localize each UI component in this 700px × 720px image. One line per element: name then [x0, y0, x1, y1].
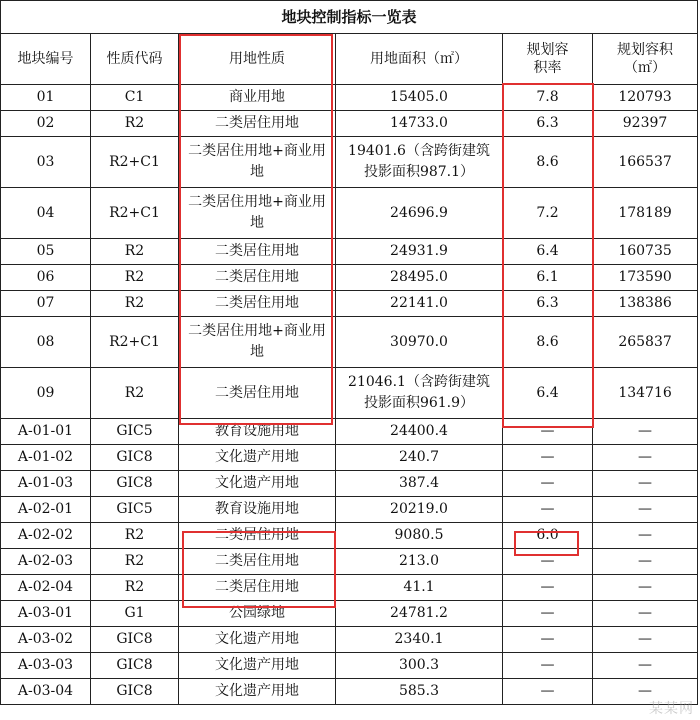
cell-floor-area: — [593, 497, 698, 523]
table-row [1, 679, 698, 705]
cell-floor-area: — [593, 601, 698, 627]
cell-area: 213.0 [336, 549, 503, 575]
cell-plot-id: A-02-02 [1, 523, 91, 549]
cell-area: 30970.0 [336, 317, 503, 368]
cell-land-use: 二类居住用地+商业用地 [179, 188, 336, 239]
cell-plot-id: A-03-03 [1, 653, 91, 679]
cell-land-use: 文化遗产用地 [179, 445, 336, 471]
table-title: 地块控制指标一览表 [1, 1, 698, 34]
cell-area: 21046.1（含跨街建筑投影面积961.9） [336, 368, 503, 419]
cell-far: 8.6 [503, 137, 593, 188]
cell-floor-area: 138386 [593, 291, 698, 317]
cell-plot-id: A-01-01 [1, 419, 91, 445]
cell-floor-area: 173590 [593, 265, 698, 291]
cell-land-use: 公园绿地 [179, 601, 336, 627]
cell-land-use: 二类居住用地 [179, 265, 336, 291]
cell-far: 8.6 [503, 317, 593, 368]
cell-floor-area: 265837 [593, 317, 698, 368]
cell-plot-id: A-02-03 [1, 549, 91, 575]
cell-area: 2340.1 [336, 627, 503, 653]
cell-use-code: R2+C1 [91, 317, 179, 368]
cell-land-use: 二类居住用地 [179, 575, 336, 601]
cell-floor-area: — [593, 575, 698, 601]
table-row [1, 497, 698, 523]
cell-plot-id: A-03-04 [1, 679, 91, 705]
cell-far: 6.3 [503, 111, 593, 137]
cell-floor-area: — [593, 549, 698, 575]
cell-land-use: 二类居住用地+商业用地 [179, 317, 336, 368]
cell-area: 24931.9 [336, 239, 503, 265]
cell-area: 9080.5 [336, 523, 503, 549]
cell-area: 240.7 [336, 445, 503, 471]
cell-land-use: 二类居住用地 [179, 291, 336, 317]
cell-use-code: R2 [91, 291, 179, 317]
cell-use-code: R2 [91, 239, 179, 265]
table-row [1, 601, 698, 627]
table-row [1, 549, 698, 575]
cell-far: — [503, 445, 593, 471]
cell-far: — [503, 419, 593, 445]
cell-plot-id: 09 [1, 368, 91, 419]
cell-area: 20219.0 [336, 497, 503, 523]
cell-area: 14733.0 [336, 111, 503, 137]
cell-use-code: R2+C1 [91, 188, 179, 239]
cell-area: 28495.0 [336, 265, 503, 291]
table-row [1, 471, 698, 497]
cell-use-code: GIC8 [91, 653, 179, 679]
table-row [1, 85, 698, 111]
cell-floor-area: — [593, 679, 698, 705]
cell-plot-id: 03 [1, 137, 91, 188]
cell-plot-id: 02 [1, 111, 91, 137]
cell-area: 387.4 [336, 471, 503, 497]
cell-floor-area: 92397 [593, 111, 698, 137]
cell-far: — [503, 601, 593, 627]
watermark: 某某网 [649, 701, 694, 717]
cell-use-code: R2 [91, 111, 179, 137]
cell-area: 19401.6（含跨街建筑投影面积987.1） [336, 137, 503, 188]
cell-far: 6.0 [503, 523, 593, 549]
table-row [1, 627, 698, 653]
cell-land-use: 二类居住用地 [179, 549, 336, 575]
cell-far: 6.3 [503, 291, 593, 317]
table-row [1, 523, 698, 549]
table-row [1, 111, 698, 137]
cell-floor-area: 166537 [593, 137, 698, 188]
cell-land-use: 文化遗产用地 [179, 471, 336, 497]
cell-use-code: GIC5 [91, 497, 179, 523]
cell-land-use: 文化遗产用地 [179, 627, 336, 653]
cell-use-code: G1 [91, 601, 179, 627]
header-floor-area: 规划容积 （㎡） [593, 34, 698, 85]
cell-plot-id: A-02-01 [1, 497, 91, 523]
cell-land-use: 二类居住用地+商业用地 [179, 137, 336, 188]
cell-far: — [503, 653, 593, 679]
cell-land-use: 二类居住用地 [179, 368, 336, 419]
cell-use-code: GIC8 [91, 471, 179, 497]
cell-area: 15405.0 [336, 85, 503, 111]
table-row [1, 137, 698, 188]
cell-land-use: 商业用地 [179, 85, 336, 111]
header-row [1, 34, 698, 85]
cell-land-use: 教育设施用地 [179, 419, 336, 445]
cell-far: — [503, 679, 593, 705]
cell-floor-area: 160735 [593, 239, 698, 265]
table-row [1, 188, 698, 239]
cell-plot-id: 06 [1, 265, 91, 291]
cell-floor-area: — [593, 419, 698, 445]
table-row [1, 368, 698, 419]
cell-floor-area: — [593, 471, 698, 497]
cell-plot-id: 01 [1, 85, 91, 111]
cell-use-code: GIC5 [91, 419, 179, 445]
cell-plot-id: A-03-01 [1, 601, 91, 627]
cell-plot-id: 07 [1, 291, 91, 317]
cell-far: 7.2 [503, 188, 593, 239]
cell-area: 41.1 [336, 575, 503, 601]
header-plot-id: 地块编号 [1, 34, 91, 85]
cell-land-use: 文化遗产用地 [179, 653, 336, 679]
cell-far: 7.8 [503, 85, 593, 111]
header-use-code: 性质代码 [91, 34, 179, 85]
cell-floor-area: 178189 [593, 188, 698, 239]
cell-use-code: GIC8 [91, 627, 179, 653]
header-area: 用地面积（㎡） [336, 34, 503, 85]
cell-floor-area: — [593, 523, 698, 549]
cell-floor-area: — [593, 445, 698, 471]
header-far: 规划容 积率 [503, 34, 593, 85]
cell-floor-area: — [593, 627, 698, 653]
cell-plot-id: A-02-04 [1, 575, 91, 601]
cell-use-code: R2 [91, 549, 179, 575]
cell-use-code: GIC8 [91, 445, 179, 471]
cell-far: 6.1 [503, 265, 593, 291]
cell-plot-id: A-01-02 [1, 445, 91, 471]
table-row [1, 575, 698, 601]
cell-far: — [503, 575, 593, 601]
cell-use-code: GIC8 [91, 679, 179, 705]
cell-plot-id: 04 [1, 188, 91, 239]
cell-land-use: 文化遗产用地 [179, 679, 336, 705]
table-row [1, 653, 698, 679]
cell-floor-area: — [593, 653, 698, 679]
cell-far: 6.4 [503, 239, 593, 265]
cell-use-code: R2+C1 [91, 137, 179, 188]
cell-plot-id: A-01-03 [1, 471, 91, 497]
table-row [1, 291, 698, 317]
cell-plot-id: 08 [1, 317, 91, 368]
table-row [1, 419, 698, 445]
cell-land-use: 教育设施用地 [179, 497, 336, 523]
cell-floor-area: 120793 [593, 85, 698, 111]
cell-far: — [503, 471, 593, 497]
table-row [1, 239, 698, 265]
header-land-use: 用地性质 [179, 34, 336, 85]
table-row [1, 317, 698, 368]
cell-plot-id: A-03-02 [1, 627, 91, 653]
cell-land-use: 二类居住用地 [179, 523, 336, 549]
cell-plot-id: 05 [1, 239, 91, 265]
cell-area: 22141.0 [336, 291, 503, 317]
cell-area: 24400.4 [336, 419, 503, 445]
cell-use-code: R2 [91, 575, 179, 601]
cell-area: 585.3 [336, 679, 503, 705]
cell-area: 24696.9 [336, 188, 503, 239]
cell-use-code: R2 [91, 368, 179, 419]
cell-area: 24781.2 [336, 601, 503, 627]
cell-far: — [503, 497, 593, 523]
cell-land-use: 二类居住用地 [179, 239, 336, 265]
cell-land-use: 二类居住用地 [179, 111, 336, 137]
cell-use-code: C1 [91, 85, 179, 111]
cell-far: 6.4 [503, 368, 593, 419]
cell-area: 300.3 [336, 653, 503, 679]
table-row [1, 265, 698, 291]
cell-floor-area: 134716 [593, 368, 698, 419]
cell-use-code: R2 [91, 265, 179, 291]
cell-far: — [503, 627, 593, 653]
cell-far: — [503, 549, 593, 575]
table-row [1, 445, 698, 471]
cell-use-code: R2 [91, 523, 179, 549]
